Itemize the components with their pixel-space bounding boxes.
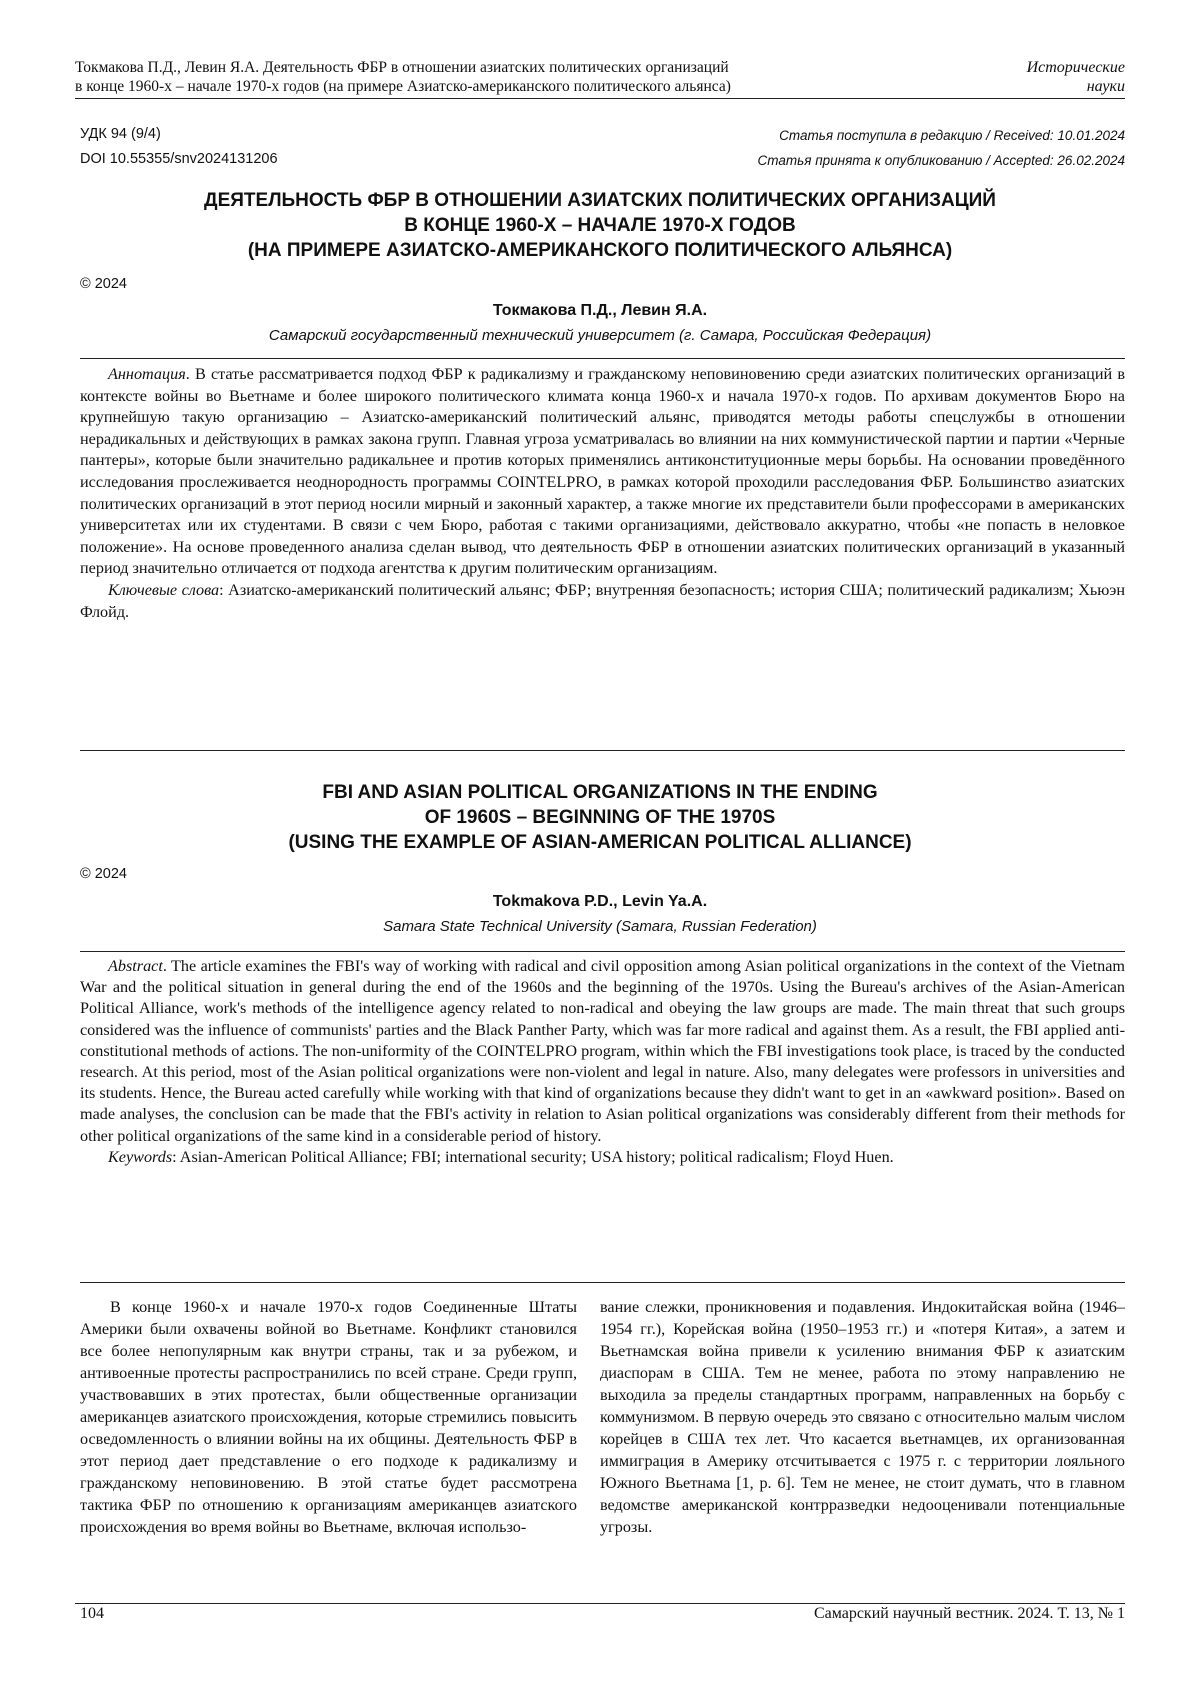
ru-title-line1: ДЕЯТЕЛЬНОСТЬ ФБР В ОТНОШЕНИИ АЗИАТСКИХ ПОЛИТИЧЕСКИХ ОРГАНИЗАЦИЙ xyxy=(75,188,1125,213)
ru-abstract-text: . В статье рассматривается подход ФБР к радикализму и гражданскому неповиновению среди азиатских политических организаций в контексте войны во Вьетнаме и более широкого политического климата конца 1960-х и начала 1970-х годов. По архивам документов Бюро на крупнейшую такую организацию – Азиатско-американский политический альянс, приводятся методы работы спецслужбы в отношении нерадикальных и действующих в рамках закона групп. Главная угроза усматривалась во влиянии на них коммунистической партии и партии «Черные пантеры», которые были значительно радикальнее и против которых применялись антиконституционные меры борьбы. На основании проведённого исследования прослеживается неоднородность программы COINTELPRO, в рамках которой проходили расследования ФБР. Большинство азиатских политических организаций в этот период носили мирный и законный характер, а также многие их представители были профессорами в американских университетах или их студентами. В связи с чем Бюро, работая с такими организациями, действовало аккуратно, чтобы «не попасть в неловкое положение». На основе проведенного анализа сделан вывод, что деятельность ФБР в отношении азиатских политических организаций в указанный период значительно отличается от подхода агентства к другим политическим организациям. xyxy=(80,365,1125,577)
running-title-line1: Токмакова П.Д., Левин Я.А. Деятельность ФБР в отношении азиатских политических организаций xyxy=(75,58,835,77)
running-title-line2: в конце 1960-х – начале 1970-х годов (на примере Азиатско-американского политического альянса) xyxy=(75,77,835,96)
ru-title-line3: (НА ПРИМЕРЕ АЗИАТСКО-АМЕРИКАНСКОГО ПОЛИТИЧЕСКОГО АЛЬЯНСА) xyxy=(75,238,1125,263)
section-line1: Исторические xyxy=(925,58,1125,77)
section-label xyxy=(925,58,1125,96)
body-right-column xyxy=(600,1296,1125,1538)
received-date: Статья поступила в редакцию / Received: 10.01.2024 xyxy=(779,128,1125,143)
en-title-line3: (USING THE EXAMPLE OF ASIAN-AMERICAN POLITICAL ALLIANCE) xyxy=(75,830,1125,855)
en-title-line2: OF 1960S – BEGINNING OF THE 1970S xyxy=(75,805,1125,830)
ru-title xyxy=(75,188,1125,263)
en-abstract-label: Abstract xyxy=(108,957,163,975)
en-affiliation: Samara State Technical University (Samara, Russian Federation) xyxy=(75,918,1125,935)
ru-abstract-bottom-rule xyxy=(80,750,1125,751)
accepted-date: Статья принята к опубликованию / Accepted: 26.02.2024 xyxy=(758,153,1125,168)
page-number: 104 xyxy=(80,1605,104,1623)
footer-rule xyxy=(75,1603,1125,1604)
en-keywords-label: Keywords xyxy=(108,1148,172,1166)
udk: УДК 94 (9/4) xyxy=(80,126,161,142)
en-title-line1: FBI AND ASIAN POLITICAL ORGANIZATIONS IN THE ENDING xyxy=(75,780,1125,805)
section-line2: науки xyxy=(925,77,1125,96)
ru-keywords-label: Ключевые слова xyxy=(108,581,219,599)
body-left-paragraph: В конце 1960-х и начале 1970-х годов Соединенные Штаты Америки были охвачены войной во Вьетнаме. Конфликт становился все более непопулярным как внутри страны, так и за рубежом, и антивоенные протесты распространились по всей стране. Среди групп, участвовавших в этих протестах, были общественные организации американцев азиатского происхождения, которые стремились повысить осведомленность о влиянии войны на их общины. Деятельность ФБР в этот период дает представление о его подходе к радикализму и гражданскому неповиновению. В этой статье будет рассмотрена тактика ФБР по отношению к организациям американцев азиатского происхождения во время войны во Вьетнаме, включая использо- xyxy=(80,1296,577,1538)
ru-copyright: © 2024 xyxy=(80,276,127,292)
journal-citation: Самарский научный вестник. 2024. Т. 13, № 1 xyxy=(814,1605,1125,1623)
ru-affiliation: Самарский государственный технический университет (г. Самара, Российская Федерация) xyxy=(75,327,1125,344)
running-header xyxy=(75,58,835,96)
en-copyright: © 2024 xyxy=(80,866,127,882)
en-authors: Tokmakova P.D., Levin Ya.A. xyxy=(75,893,1125,911)
en-keywords-text: : Asian-American Political Alliance; FBI; international security; USA history; political radicalism; Floyd Huen. xyxy=(172,1148,894,1166)
body-left-column xyxy=(80,1296,577,1538)
ru-abstract xyxy=(80,364,1125,623)
en-abstract-bottom-rule xyxy=(80,1282,1125,1283)
body-right-paragraph: вание слежки, проникновения и подавления. Индокитайская война (1946–1954 гг.), Корейская война (1950–1953 гг.) и «потеря Китая», а затем и Вьетнамская война привели к усилению внимания ФБР к азиатским диаспорам в США. Тем не менее, работа по этому направлению не выходила за пределы стандартных программ, направленных на борьбу с коммунизмом. В первую очередь это связано с относительно малым числом корейцев в США тех лет. Что касается вьетнамцев, их организованная иммиграция в Америку отсчитывается с 1975 г. с территории лояльного Южного Вьетнама [1, p. 6]. Тем не менее, не стоит думать, что в главном ведомстве американской контрразведки недооценивали потенциальные угрозы. xyxy=(600,1296,1125,1538)
header-rule xyxy=(75,98,1125,99)
ru-abstract-top-rule xyxy=(80,358,1125,359)
ru-authors: Токмакова П.Д., Левин Я.А. xyxy=(75,302,1125,320)
en-abstract xyxy=(80,956,1125,1168)
en-abstract-top-rule xyxy=(80,951,1125,952)
en-title xyxy=(75,780,1125,855)
ru-abstract-label: Аннотация xyxy=(108,365,186,383)
ru-title-line2: В КОНЦЕ 1960-Х – НАЧАЛЕ 1970-Х ГОДОВ xyxy=(75,213,1125,238)
en-abstract-text: . The article examines the FBI's way of working with radical and civil opposition among Asian political organizations in the context of the Vietnam War and the political situation in general during the end of the 1960s and the beginning of the 1970s. Using the Bureau's archives of the Asian-American Political Alliance, work's methods of the intelligence agency related to non-radical and obeying the law groups are made. The main threat that such groups considered was the influence of communists' parties and the Black Panther Party, which was far more radical and against them. As a result, the FBI applied anti-constitutional methods of actions. The non-uniformity of the COINTELPRO program, within which the FBI investigations took place, is traced by the conducted research. At this period, most of the Asian political organizations were non-violent and legal in nature. Also, many delegates were professors in universities and its students. Hence, the Bureau acted carefully while working with that kind of organizations because they didn't want to get in an «awkward position». Based on made analyses, the conclusion can be made that the FBI's activity in relation to Asian political organizations was considerably different from their methods for other political organizations of the same kind in a considerable period of history. xyxy=(80,957,1125,1145)
ru-keywords-text: : Азиатско-американский политический альянс; ФБР; внутренняя безопасность; история США; политический радикализм; Хьюэн Флойд. xyxy=(80,581,1125,621)
doi: DOI 10.55355/snv2024131206 xyxy=(80,151,278,167)
